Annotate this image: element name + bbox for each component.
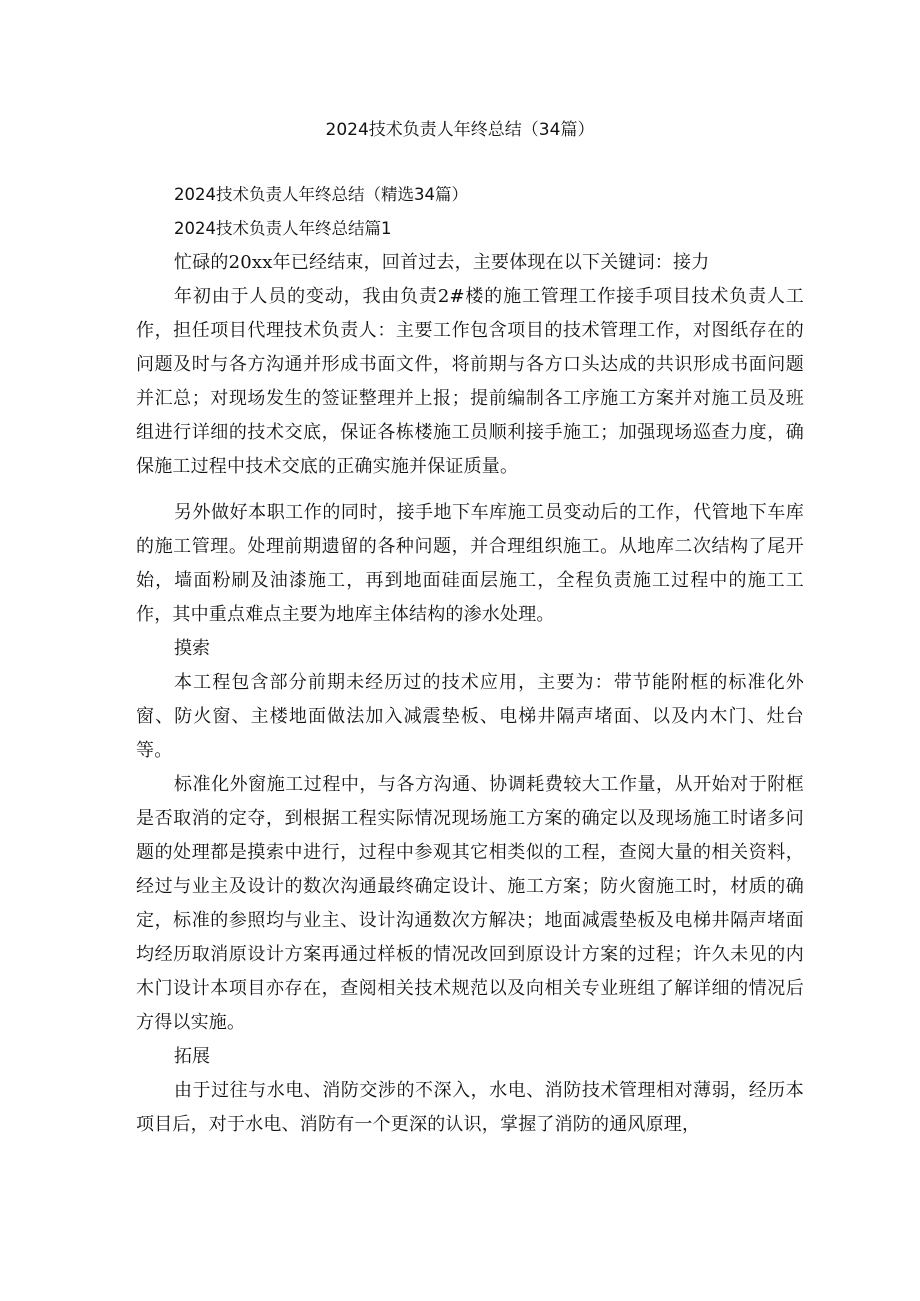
paragraph: 另外做好本职工作的同时，接手地下车库施工员变动后的工作，代管地下车库的施工管理。处理前期遗留的各种问题，并合理组织施工。从地库二次结构了尾开始，墙面粉刷及油漆施工，再到地面硅面层施工，全程负责施工过程中的施工工作，其中重点难点主要为地库主体结构的渗水处理。 — [136, 502, 804, 625]
paragraph: 年初由于人员的变动，我由负责2#楼的施工管理工作接手项目技术负责人工作，担任项目代理技术负责人：主要工作包含项目的技术管理工作，对图纸存在的问题及时与各方沟通并形成书面文件，将前期与各方口头达成的共识形成书面问题并汇总；对现场发生的签证整理并上报；提前编制各工序施工方案并对施工员及班组进行详细的技术交底，保证各栋楼施工员顺利接手施工；加强现场巡查力度，确保施工过程中技术交底的正确实施并保证质量。 — [136, 286, 804, 477]
paragraph: 本工程包含部分前期未经历过的技术应用，主要为：带节能附框的标准化外窗、防火窗、主楼地面做法加入减震垫板、电梯井隔声堵面、以及内木门、灶台等。 — [136, 672, 804, 761]
document-body — [136, 178, 804, 1142]
paragraph: 忙碌的20xx年已经结束，回首过去，主要体现在以下关键词：接力 — [174, 252, 710, 273]
keyword-heading: 摸索 — [174, 638, 210, 659]
section-heading: 2024技术负责人年终总结篇1 — [174, 219, 392, 238]
document-subtitle: 2024技术负责人年终总结（精选34篇） — [174, 185, 468, 204]
keyword-heading: 拓展 — [174, 1046, 210, 1067]
document-title: 2024技术负责人年终总结（34篇） — [325, 120, 595, 140]
paragraph: 标准化外窗施工过程中，与各方沟通、协调耗费较大工作量，从开始对于附框是否取消的定夺，到根据工程实际情况现场施工方案的确定以及现场施工时诸多问题的处理都是摸索中进行，过程中参观其它相类似的工程，查阅大量的相关资料，经过与业主及设计的数次沟通最终确定设计、施工方案；防火窗施工时，材质的确定，标准的参照均与业主、设计沟通数次方解决；地面减震垫板及电梯井隔声堵面均经历取消原设计方案再通过样板的情况改回到原设计方案的过程；许久未见的内木门设计本项目亦存在，查阅相关技术规范以及向相关专业班组了解详细的情况后方得以实施。 — [136, 774, 804, 1033]
paragraph: 由于过往与水电、消防交涉的不深入，水电、消防技术管理相对薄弱，经历本项目后，对于水电、消防有一个更深的认识，掌握了消防的通风原理， — [136, 1080, 804, 1135]
